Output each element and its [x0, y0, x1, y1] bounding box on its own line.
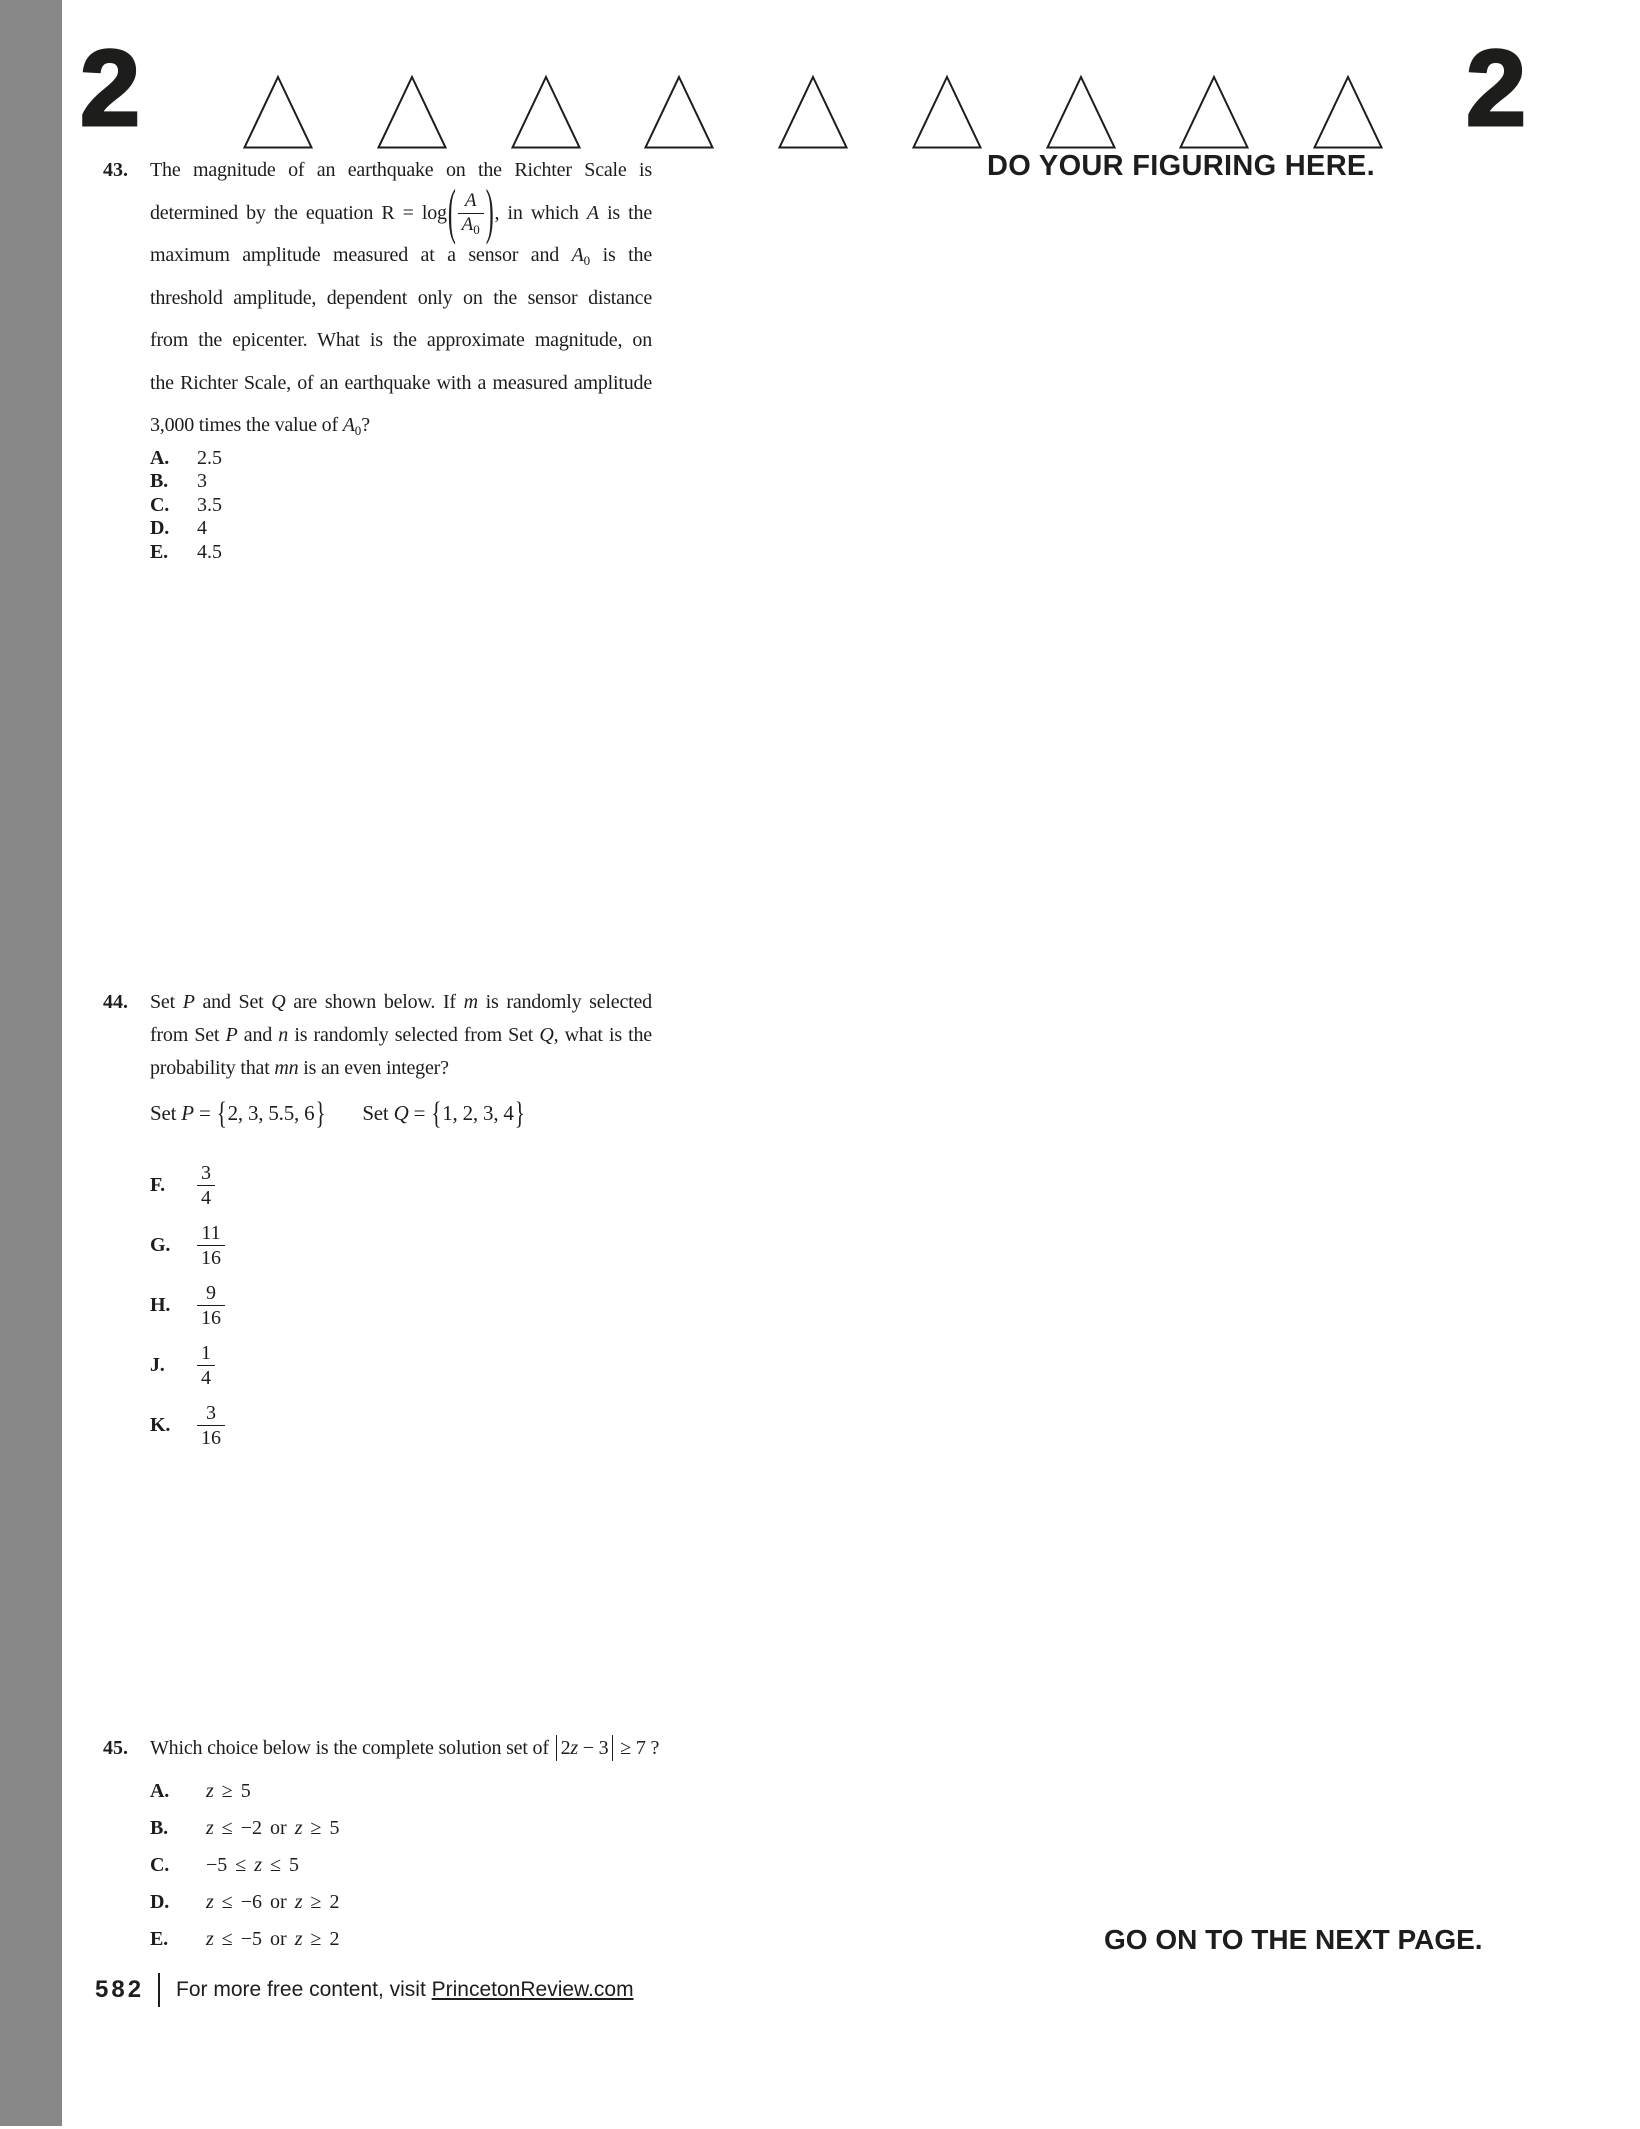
triangle-icon	[510, 74, 582, 150]
answer-choice	[150, 1921, 790, 1958]
footer-text: For more free content, visit PrincetonReview.com	[176, 1978, 634, 2001]
page-edge-bar	[0, 0, 62, 2126]
choice-letter: B.	[150, 1817, 168, 1839]
section-number-right: 2	[1466, 27, 1527, 148]
answer-choices	[150, 1773, 790, 1958]
choice-letter: H.	[150, 1293, 171, 1316]
q43-line6: the Richter Scale, of an earthquake with a measured amplitude	[150, 371, 652, 394]
triangle-icon	[376, 74, 448, 150]
q45-stem: Which choice below is the complete solution set of 2z − 3 ≥ 7 ?	[150, 1737, 660, 1759]
choice-letter: A.	[150, 446, 170, 469]
q44-line3: probability that mn is an even integer?	[150, 1057, 449, 1079]
absolute-value-expression: 2z − 3	[556, 1735, 614, 1761]
choice-value: 4	[197, 517, 207, 539]
set-definitions: Set P = {2, 3, 5.5, 6} Set Q = {1, 2, 3, 4}	[150, 1095, 525, 1131]
question-number: 43.	[103, 159, 128, 181]
q43-line5: from the epicenter. What is the approximate magnitude, on	[150, 329, 652, 351]
choice-fraction: $\frac{1}{4}$	[197, 1341, 215, 1390]
choice-letter: E.	[150, 1928, 168, 1950]
triangle-icon	[1045, 74, 1117, 150]
answer-choice	[150, 1847, 790, 1884]
question-stem	[150, 149, 652, 564]
footer-link[interactable]: PrincetonReview.com	[431, 1978, 634, 2001]
answer-choice	[150, 1335, 652, 1395]
answer-choice	[150, 541, 652, 565]
choice-fraction: $\frac{3}{16}$	[197, 1401, 225, 1450]
question-number: 45.	[103, 1737, 128, 1759]
choice-fraction: $\frac{3}{4}$	[197, 1161, 215, 1210]
choice-value: 2.5	[197, 446, 222, 469]
choice-value: z ≤ −6 or z ≥ 2	[206, 1891, 340, 1913]
q43-line1: The magnitude of an earthquake on the Richter Scale is	[150, 159, 652, 181]
answer-choice	[150, 1884, 790, 1921]
answer-choices	[150, 447, 652, 565]
answer-choice	[150, 494, 652, 518]
choice-letter: A.	[150, 1780, 170, 1802]
footer-divider	[158, 1973, 160, 2007]
answer-choice	[150, 447, 652, 471]
triangle-icon	[643, 74, 715, 150]
answer-choice	[150, 1810, 790, 1847]
q44-line2: from Set P and n is randomly selected from Set Q, what is the	[150, 1024, 652, 1046]
triangle-icon	[242, 74, 314, 150]
answer-choice	[150, 517, 652, 541]
open-paren: (	[447, 180, 456, 247]
triangle-icon	[1312, 74, 1384, 150]
footer	[95, 1973, 634, 2007]
choice-letter: K.	[150, 1413, 171, 1436]
choice-letter: B.	[150, 470, 168, 492]
close-paren: )	[485, 180, 494, 247]
choice-letter: E.	[150, 540, 168, 563]
choice-fraction: $\frac{9}{16}$	[197, 1281, 225, 1330]
q44-line1: Set P and Set Q are shown below. If m is randomly selected	[150, 991, 652, 1013]
q43-line4: threshold amplitude, dependent only on the sensor distance	[150, 286, 652, 309]
header-triangles	[242, 74, 1384, 150]
answer-choices	[150, 1155, 652, 1455]
choice-letter: D.	[150, 1891, 170, 1913]
answer-choice	[150, 1215, 652, 1275]
answer-choice	[150, 1395, 652, 1455]
choice-letter: G.	[150, 1233, 171, 1256]
q43-line7: 3,000 times the value of $A_0$?	[150, 414, 370, 438]
section-number-left: 2	[80, 27, 141, 148]
figuring-header: DO YOUR FIGURING HERE.	[987, 150, 1375, 182]
choice-value: 3.5	[197, 493, 222, 516]
question-number: 44.	[103, 991, 128, 1013]
question-44	[103, 986, 652, 1455]
q43-line2-equation: determined by the equation R = log( $\frac{A}{A_0}$ ), in which A is the	[150, 192, 652, 235]
q43-line3: maximum amplitude measured at a sensor and $A_0$ is the	[150, 244, 653, 268]
answer-choice	[150, 1155, 652, 1215]
choice-letter: C.	[150, 1854, 170, 1876]
answer-choice	[150, 1773, 790, 1810]
choice-letter: F.	[150, 1173, 165, 1196]
go-on-banner: GO ON TO THE NEXT PAGE.	[1104, 1924, 1483, 1955]
fraction-A-over-A0: $\frac{A}{A_0}$	[458, 190, 484, 237]
choice-letter: D.	[150, 517, 170, 539]
choice-value: 4.5	[197, 540, 222, 563]
choice-value: 3	[197, 470, 207, 492]
triangle-icon	[777, 74, 849, 150]
answer-choice	[150, 470, 652, 494]
triangle-icon	[1178, 74, 1250, 150]
question-stem	[150, 986, 652, 1455]
question-43	[103, 149, 652, 564]
choice-letter: J.	[150, 1353, 165, 1376]
choice-letter: C.	[150, 493, 170, 516]
choice-fraction: $\frac{11}{16}$	[197, 1221, 225, 1270]
choice-value: z ≥ 5	[206, 1780, 251, 1802]
triangle-icon	[911, 74, 983, 150]
choice-value: z ≤ −2 or z ≥ 5	[206, 1817, 340, 1839]
page-number: 582	[95, 1976, 145, 2003]
choice-value: z ≤ −5 or z ≥ 2	[206, 1928, 340, 1950]
equation-prefix: determined by the equation R = log	[150, 201, 447, 224]
choice-value: −5 ≤ z ≤ 5	[206, 1854, 300, 1876]
question-45	[103, 1731, 790, 1958]
answer-choice	[150, 1275, 652, 1335]
question-stem	[150, 1731, 790, 1958]
